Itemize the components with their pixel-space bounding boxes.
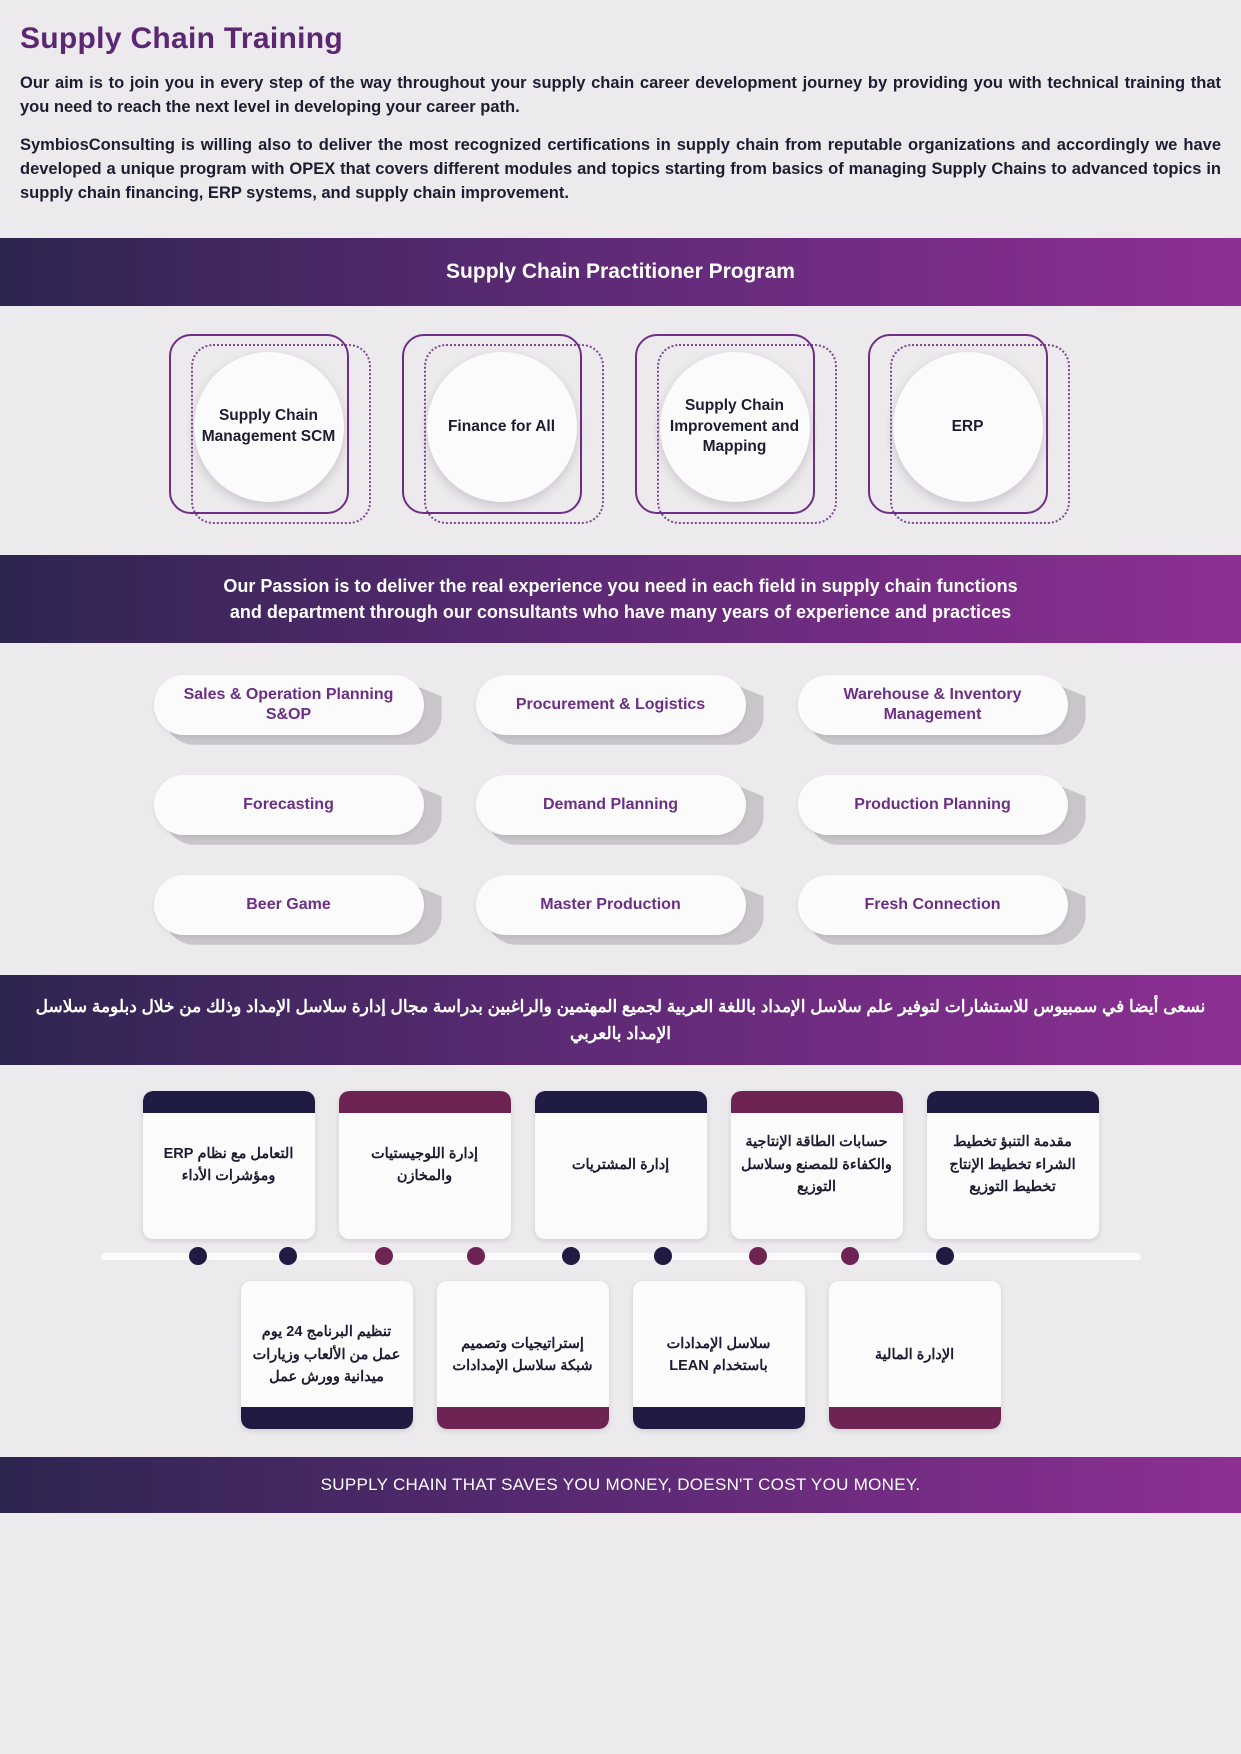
timeline-bottom-row [0,1275,1241,1429]
timeline-card[interactable] [829,1281,1001,1429]
topic-pill[interactable] [154,875,444,947]
topic-pill-label: Master Production [476,875,746,935]
timeline-card-label: التعامل مع نظام ERP ومؤشرات الأداء [163,1145,294,1185]
topics-row [0,875,1241,947]
timeline-dot [279,1247,297,1265]
program-module-label: Supply Chain Improvement and Mapping [660,352,810,502]
topics-section [0,643,1241,975]
passion-banner [0,555,1241,643]
program-banner [0,238,1241,306]
intro-section [0,0,1241,238]
topic-pill-label: Production Planning [798,775,1068,835]
timeline-card[interactable] [339,1091,511,1239]
timeline-card-label: الإدارة المالية [874,1346,955,1363]
topic-pill-label: Warehouse & Inventory Management [798,675,1068,735]
program-module-label: Finance for All [427,352,577,502]
topic-pill[interactable] [476,875,766,947]
timeline-dot [467,1247,485,1265]
topics-row [0,675,1241,747]
timeline-card-label: مقدمة التنبؤ تخطيط الشراء تخطيط الإنتاج تخطيط التوزيع [949,1134,1076,1196]
timeline-card[interactable] [241,1281,413,1429]
topic-pill[interactable] [154,675,444,747]
timeline-card-label: إدارة المشتريات [571,1156,670,1173]
card-cap [731,1091,903,1113]
topic-pill[interactable] [798,775,1088,847]
timeline-card-label: حسابات الطاقة الإنتاجية والكفاءة للمصنع وسلاسل التوزيع [741,1134,892,1196]
page-title: Supply Chain Training [20,22,343,55]
timeline-dot [375,1247,393,1265]
card-cap [143,1091,315,1113]
topic-pill-label: Forecasting [154,775,424,835]
topic-pill[interactable] [798,675,1088,747]
program-module-card[interactable] [169,334,374,529]
topic-pill-label: Beer Game [154,875,424,935]
topic-pill-label: Demand Planning [476,775,746,835]
program-module-card[interactable] [868,334,1073,529]
timeline-top-row [0,1091,1241,1239]
timeline-dot [936,1247,954,1265]
timeline-card[interactable] [633,1281,805,1429]
footer-tagline: SUPPLY CHAIN THAT SAVES YOU MONEY, DOESN'T COST YOU MONEY. [320,1475,921,1495]
intro-paragraph-1: Our aim is to join you in every step of the way throughout your supply chain career development journey by providing you with technical training that you need to reach the next level in developing your career path. [20,74,1221,116]
program-modules [0,306,1241,555]
timeline-line [101,1253,1141,1260]
program-module-label: ERP [893,352,1043,502]
card-cap [339,1091,511,1113]
timeline-dot [749,1247,767,1265]
timeline-card[interactable] [927,1091,1099,1239]
card-cap [535,1091,707,1113]
intro-paragraph-2: SymbiosConsulting is willing also to deliver the most recognized certifications in supply chain from reputable organizations and accordingly we have developed a unique program with OPEX that covers different modules and topics starting from basics of managing Supply Chains to advanced topics in supply chain financing, ERP systems, and supply chain improvement. [20,135,1221,202]
topic-pill-label: Sales & Operation Planning S&OP [154,675,424,735]
timeline-card-label: إدارة اللوجيستيات والمخازن [371,1145,478,1185]
timeline-card[interactable] [143,1091,315,1239]
topics-row [0,775,1241,847]
program-module-card[interactable] [635,334,840,529]
topic-pill[interactable] [476,775,766,847]
arabic-banner-highlight: دبلومة سلاسل الإمداد بالعربي [35,996,672,1043]
topic-pill[interactable] [798,875,1088,947]
program-banner-title: Supply Chain Practitioner Program [446,259,795,283]
timeline-dot [654,1247,672,1265]
card-cap [927,1091,1099,1113]
timeline-card-label: سلاسل الإمدادات باستخدام LEAN [666,1335,771,1375]
card-cap [633,1407,805,1429]
program-module-label: Supply Chain Management SCM [194,352,344,502]
footer-banner [0,1457,1241,1513]
diploma-timeline [0,1065,1241,1457]
passion-line-2: and department through our consultants who have many years of experience and practices [229,601,1012,622]
topic-pill-label: Fresh Connection [798,875,1068,935]
timeline-dot [189,1247,207,1265]
arabic-banner [0,975,1241,1065]
timeline-card[interactable] [535,1091,707,1239]
timeline-axis [101,1239,1141,1275]
card-cap [829,1407,1001,1429]
timeline-card-label: تنظيم البرنامج 24 يوم عمل من الألعاب وزيارات ميدانية وورش عمل [252,1324,401,1386]
timeline-card[interactable] [437,1281,609,1429]
arabic-banner-text: نسعى أيضا في سمبيوس للاستشارات لتوفير علم سلاسل الإمداد باللغة العربية لجميع المهتمين والراغبين بدراسة مجال إدارة سلاسل الإمداد وذلك من خلال [136,996,1206,1016]
timeline-dot [841,1247,859,1265]
topic-pill[interactable] [154,775,444,847]
card-cap [241,1407,413,1429]
program-module-card[interactable] [402,334,607,529]
card-cap [437,1407,609,1429]
timeline-card-label: إستراتيجيات وتصميم شبكة سلاسل الإمدادات [452,1335,593,1375]
timeline-card[interactable] [731,1091,903,1239]
topic-pill[interactable] [476,675,766,747]
passion-line-1: Our Passion is to deliver the real experience you need in each field in supply chain functions [223,575,1018,596]
topic-pill-label: Procurement & Logistics [476,675,746,735]
timeline-dot [562,1247,580,1265]
